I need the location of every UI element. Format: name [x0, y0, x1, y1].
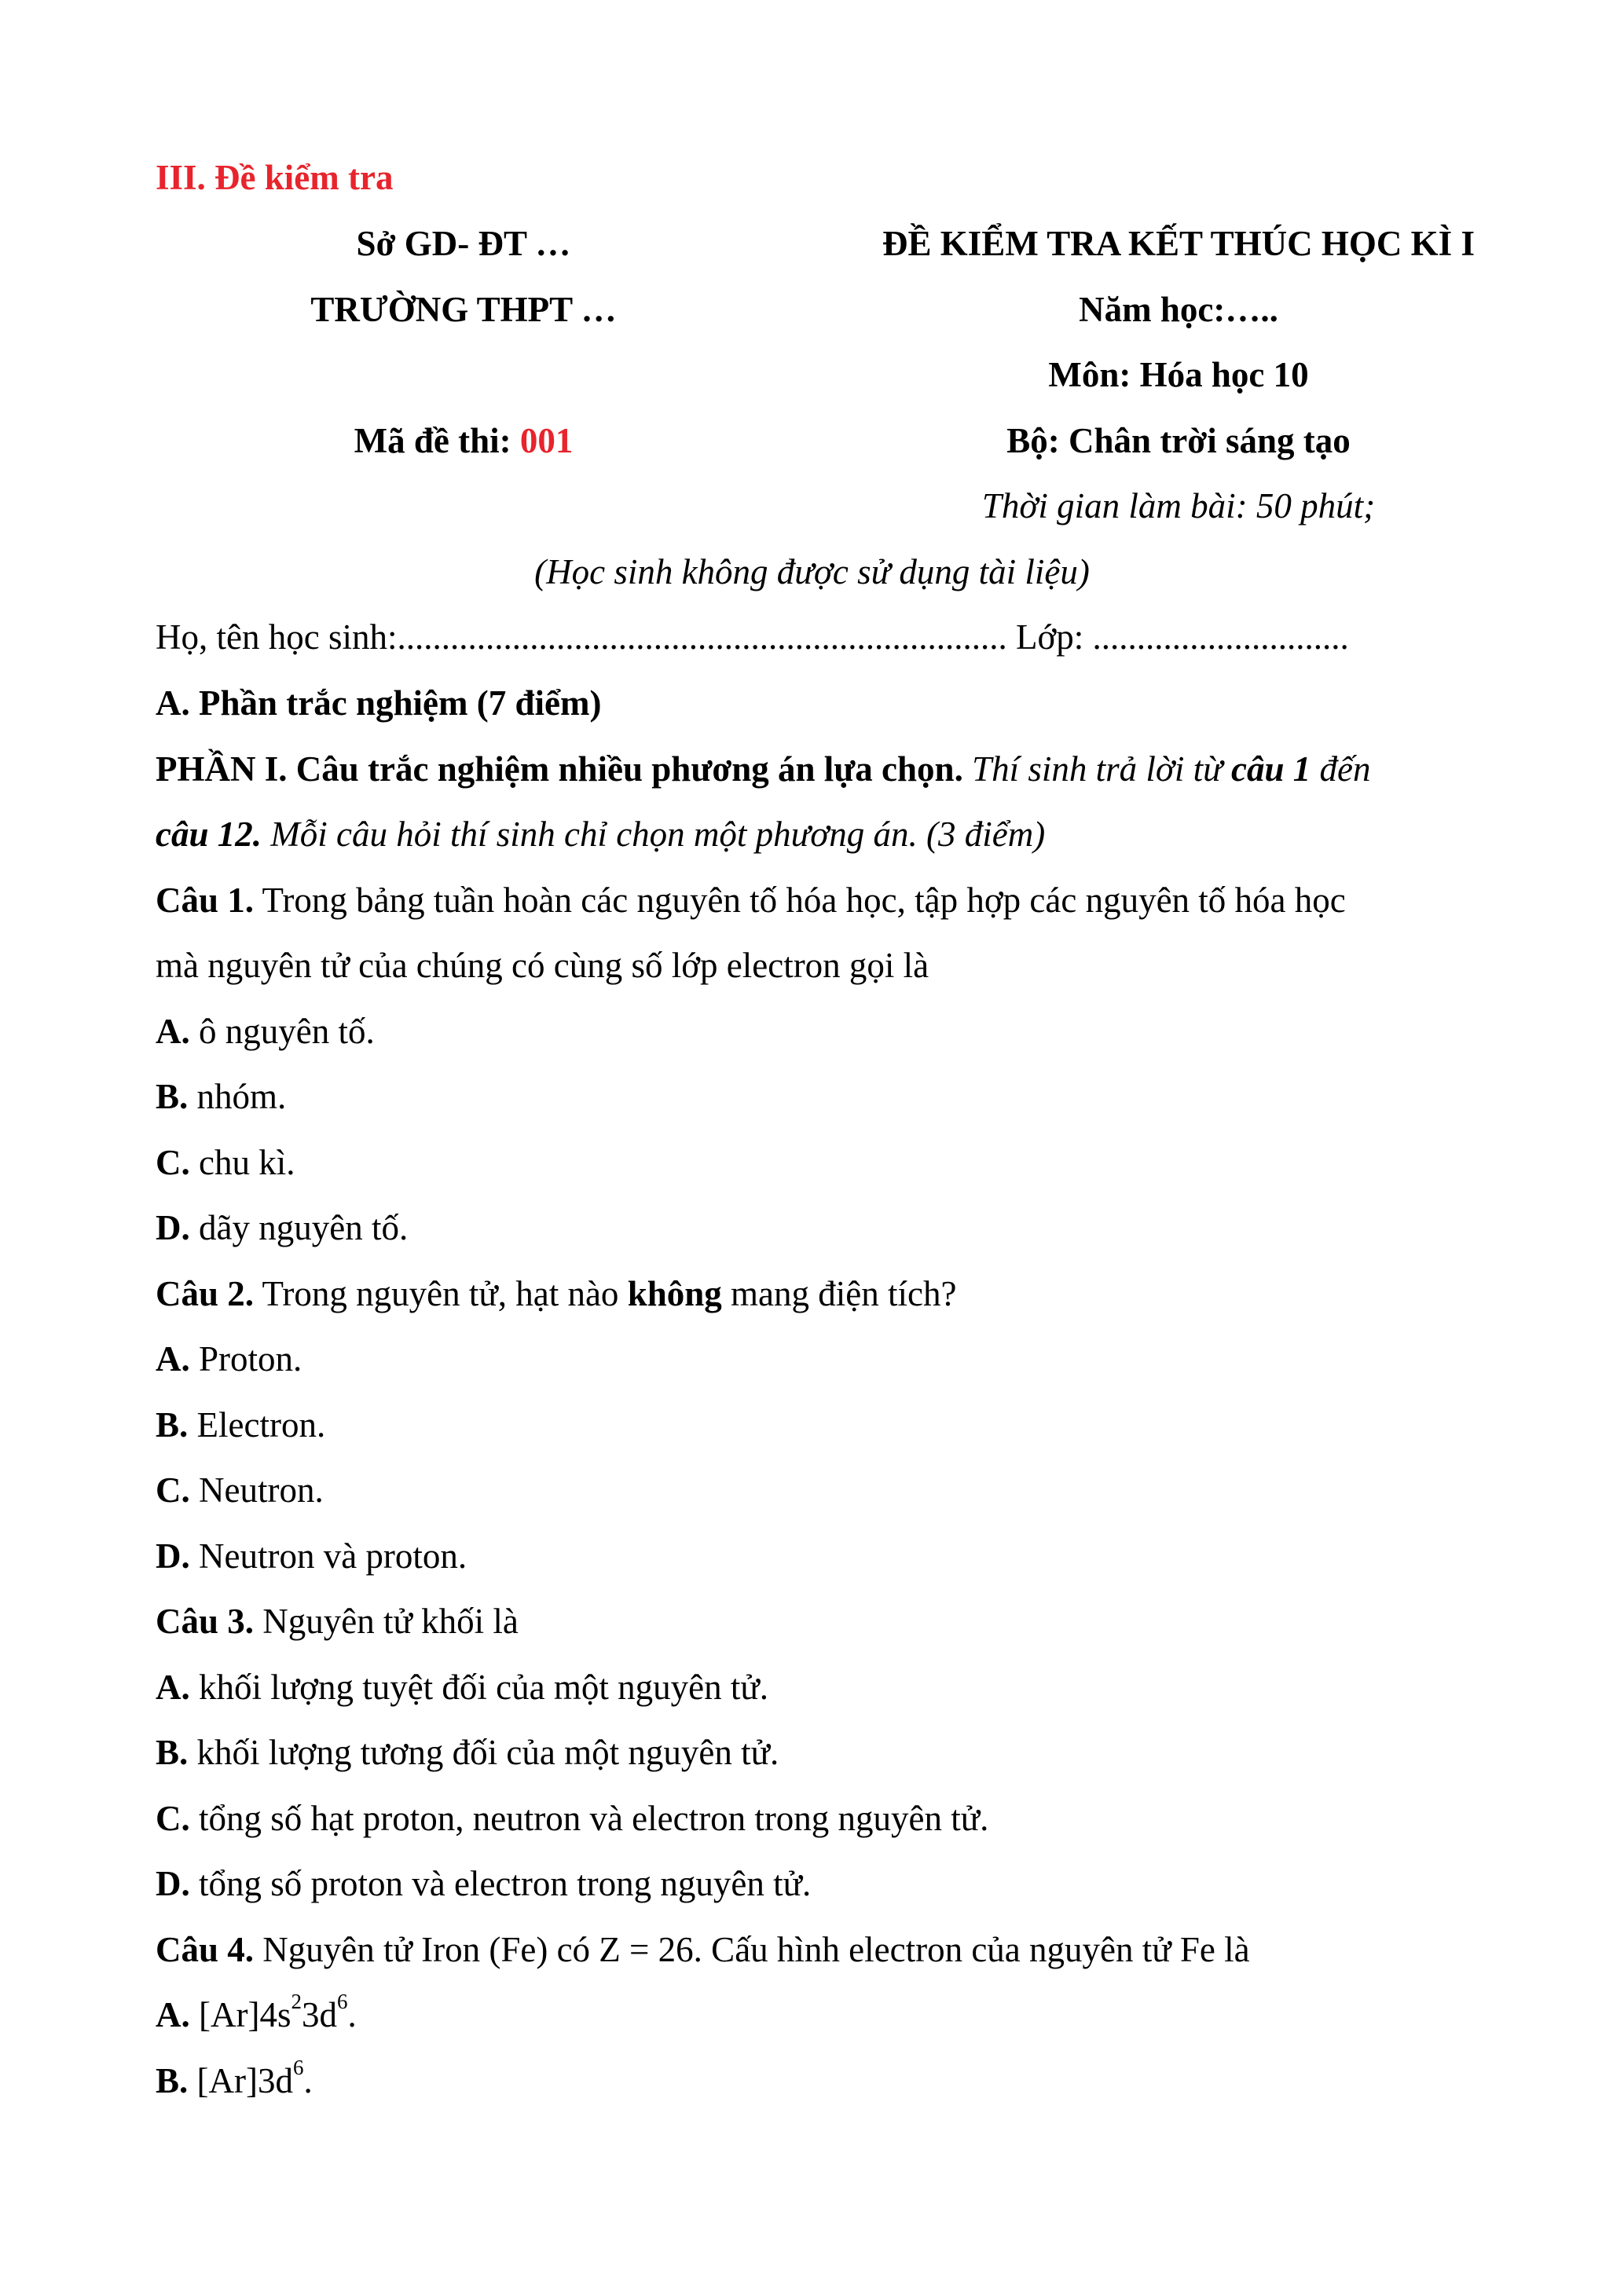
part-a-heading: A. Phần trắc nghiệm (7 điểm)	[156, 683, 602, 723]
option-text: .	[347, 1995, 357, 2034]
option-key: D.	[156, 1536, 190, 1576]
part1-instructions-cont	[156, 812, 1045, 856]
question-1-cont: mà nguyên tử của chúng có cùng số lớp electron gọi là	[156, 946, 929, 985]
option-text: Neutron và proton.	[189, 1536, 467, 1576]
question-1	[156, 878, 1346, 922]
header-department: Sở GD- ĐT …	[356, 224, 571, 263]
question-3	[156, 1599, 519, 1643]
header-school: TRƯỜNG THPT …	[310, 290, 617, 329]
option-text: 3d	[301, 1995, 337, 2034]
exam-note: (Học sinh không được sử dụng tài liệu)	[534, 552, 1090, 591]
option-1d	[156, 1206, 408, 1250]
option-key: C.	[156, 1470, 190, 1510]
question-2	[156, 1272, 956, 1316]
option-text: Neutron.	[189, 1470, 324, 1510]
option-key: B.	[156, 1077, 189, 1116]
textbook-series: Bộ: Chân trời sáng tạo	[1006, 421, 1351, 460]
part1-text: Thí sinh trả lời từ	[962, 749, 1231, 789]
option-text: tổng số proton và electron trong nguyên tử.	[189, 1864, 812, 1903]
option-text: khối lượng tuyệt đối của một nguyên tử.	[189, 1668, 768, 1707]
option-2c	[156, 1468, 324, 1512]
question-label: Câu 2.	[156, 1274, 255, 1313]
option-3b	[156, 1730, 779, 1774]
section-title: III. Đề kiểm tra	[156, 158, 394, 197]
question-4	[156, 1928, 1250, 1972]
option-text: Proton.	[189, 1339, 302, 1379]
question-text: Nguyên tử khối là	[254, 1602, 519, 1641]
option-text: khối lượng tương đối của một nguyên tử.	[188, 1733, 779, 1772]
option-2b	[156, 1403, 325, 1447]
option-text: nhóm.	[188, 1077, 287, 1116]
question-text: Trong bảng tuần hoàn các nguyên tố hóa học, tập hợp các nguyên tố hóa học	[254, 881, 1346, 920]
student-info-line: Họ, tên học sinh:..................................................................... Lớp: .............................	[156, 617, 1349, 657]
exam-code-label: Mã đề thi:	[354, 421, 520, 460]
question-label: Câu 4.	[156, 1930, 255, 1969]
option-2d	[156, 1534, 467, 1578]
option-key: C.	[156, 1143, 190, 1182]
option-key: B.	[156, 1405, 189, 1445]
option-text: .	[303, 2061, 313, 2100]
exam-title: ĐỀ KIỂM TRA KẾT THÚC HỌC KÌ I	[882, 224, 1475, 263]
exam-duration: Thời gian làm bài: 50 phút;	[981, 486, 1376, 525]
option-text: chu kì.	[189, 1143, 295, 1182]
superscript: 6	[336, 1990, 348, 2014]
option-text: [Ar]3d	[188, 2061, 293, 2100]
option-3c	[156, 1796, 988, 1840]
option-1c	[156, 1141, 295, 1185]
subject: Môn: Hóa học 10	[1048, 355, 1309, 394]
exam-code	[157, 419, 770, 463]
option-key: A.	[156, 1339, 190, 1379]
option-3d	[156, 1862, 811, 1906]
question-label: Câu 1.	[156, 881, 255, 920]
question-text: mang điện tích?	[721, 1274, 957, 1313]
option-text: ô nguyên tố.	[189, 1012, 375, 1051]
option-2a	[156, 1337, 302, 1381]
part1-text: đến	[1311, 749, 1371, 789]
part1-instructions	[156, 747, 1370, 791]
option-3a	[156, 1665, 768, 1709]
option-text: dãy nguyên tố.	[189, 1208, 409, 1247]
part1-range-end: câu 12.	[156, 815, 262, 854]
school-year: Năm học:…..	[1079, 290, 1278, 329]
option-key: B.	[156, 2061, 189, 2100]
option-4b	[156, 2056, 313, 2103]
option-key: B.	[156, 1733, 189, 1772]
part1-text: Mỗi câu hỏi thí sinh chỉ chọn một phương án. (3 điểm)	[262, 815, 1046, 854]
option-1a	[156, 1009, 375, 1053]
exam-code-value: 001	[519, 421, 574, 460]
part1-range-start: câu 1	[1230, 749, 1311, 789]
option-key: D.	[156, 1864, 190, 1903]
option-key: A.	[156, 1995, 190, 2034]
question-emphasis: không	[627, 1274, 722, 1313]
option-key: D.	[156, 1208, 190, 1247]
option-4a	[156, 1990, 357, 2037]
option-key: A.	[156, 1012, 190, 1051]
option-text: Electron.	[188, 1405, 326, 1445]
option-text: tổng số hạt proton, neutron và electron trong nguyên tử.	[189, 1799, 989, 1838]
option-key: C.	[156, 1799, 190, 1838]
question-label: Câu 3.	[156, 1602, 255, 1641]
question-text: Trong nguyên tử, hạt nào	[254, 1274, 628, 1313]
option-1b	[156, 1075, 286, 1119]
question-text: Nguyên tử Iron (Fe) có Z = 26. Cấu hình electron của nguyên tử Fe là	[254, 1930, 1250, 1969]
superscript: 6	[292, 2056, 304, 2080]
superscript: 2	[291, 1990, 302, 2014]
option-key: A.	[156, 1668, 190, 1707]
part1-heading: PHẦN I. Câu trắc nghiệm nhiều phương án lựa chọn.	[156, 749, 963, 789]
option-text: [Ar]4s	[189, 1995, 291, 2034]
